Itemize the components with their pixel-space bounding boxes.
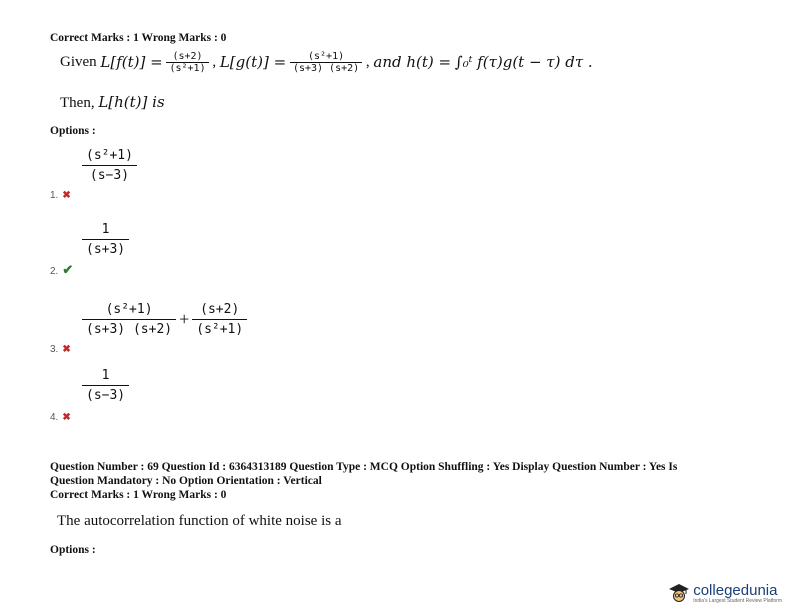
plus-sign: +: [179, 309, 190, 329]
q1-marks: Correct Marks : 1 Wrong Marks : 0: [50, 32, 227, 44]
q2-marks: Correct Marks : 1 Wrong Marks : 0: [50, 489, 227, 501]
q1-lg-fraction: [290, 51, 362, 74]
q1-then-expr: L[h(t)] is: [98, 93, 165, 111]
option-3-a-denominator: (s+3) (s+2): [86, 322, 173, 337]
q1-options-label: Options :: [50, 125, 96, 137]
option-3-fraction-a: [82, 300, 176, 339]
q1-lg: L[g(t)] =: [219, 53, 287, 71]
option-4-denominator: (s−3): [86, 388, 126, 403]
wrong-cross-icon: ✖: [62, 412, 71, 423]
collegedunia-logo: [668, 582, 782, 604]
option-4-numerator: 1: [101, 368, 110, 383]
wrong-cross-icon: ✖: [62, 190, 71, 201]
q1-lf: L[f(t)] =: [100, 53, 163, 71]
option-1[interactable]: [50, 185, 71, 203]
q1-then-text: Then,: [60, 95, 95, 111]
option-3-expression: [82, 300, 247, 339]
q2-options-label: Options :: [50, 544, 96, 556]
logo-name: collegedunia: [693, 581, 778, 599]
option-3-b-denominator: (s²+1): [196, 322, 244, 337]
option-3-b-numerator: (s+2): [200, 302, 240, 317]
option-3[interactable]: [50, 339, 71, 357]
option-2-numerator: 1: [101, 222, 110, 237]
option-2-denominator: (s+3): [86, 242, 126, 257]
option-1-denominator: (s−3): [89, 168, 130, 183]
q1-then-line: [60, 93, 165, 112]
wrong-cross-icon: ✖: [62, 344, 71, 355]
option-2[interactable]: [50, 261, 73, 279]
q1-lf-denominator: (s²+1): [169, 62, 206, 74]
option-3-a-numerator: (s²+1): [105, 302, 153, 317]
graduate-mascot-icon: [668, 582, 690, 604]
q1-lf-numerator: (s+2): [172, 50, 203, 62]
option-3-fraction-b: [192, 300, 247, 339]
option-4-fraction: [82, 366, 129, 405]
q1-integral: ∫₀ᵗ f(τ)g(t − τ) dτ .: [454, 53, 593, 71]
q1-lg-numerator: (s²+1): [307, 50, 345, 62]
q2-meta: [50, 460, 770, 502]
q1-question-line: Given L[f(t)] = $\frac{(s+2)}{\text{(s²+1)}}$ , L[g(t)] = $\frac{\text{(s²+1)}}{(s+3) (s+2)}$ , and h(t) = ∫₀ᵗ f(τ)g(t − τ) dτ .: [60, 50, 593, 74]
q1-lf-fraction: [166, 51, 208, 74]
option-3-number: 3.: [50, 344, 59, 355]
option-2-fraction: [82, 220, 129, 259]
option-1-numerator: (s²+1): [86, 148, 133, 163]
option-2-number: 2.: [50, 266, 59, 277]
q1-lg-denominator: (s+3) (s+2): [292, 62, 360, 74]
option-1-fraction: [82, 146, 137, 185]
q1-and-h: and h(t) =: [373, 53, 452, 71]
correct-check-icon: ✔: [62, 262, 74, 277]
q2-meta-line-2: Question Mandatory : No Option Orientation : Vertical: [50, 475, 322, 487]
option-4-number: 4.: [50, 412, 59, 423]
option-4[interactable]: [50, 407, 71, 425]
q2-question: The autocorrelation function of white noise is a: [57, 513, 342, 529]
q2-meta-line-1: Question Number : 69 Question Id : 6364313189 Question Type : MCQ Option Shuffling : Yes Display Question Number : Yes Is: [50, 461, 678, 473]
option-1-number: 1.: [50, 190, 59, 201]
logo-tagline: India's Largest Student Review Platform: [693, 597, 782, 604]
q1-given-label: Given: [60, 53, 97, 70]
